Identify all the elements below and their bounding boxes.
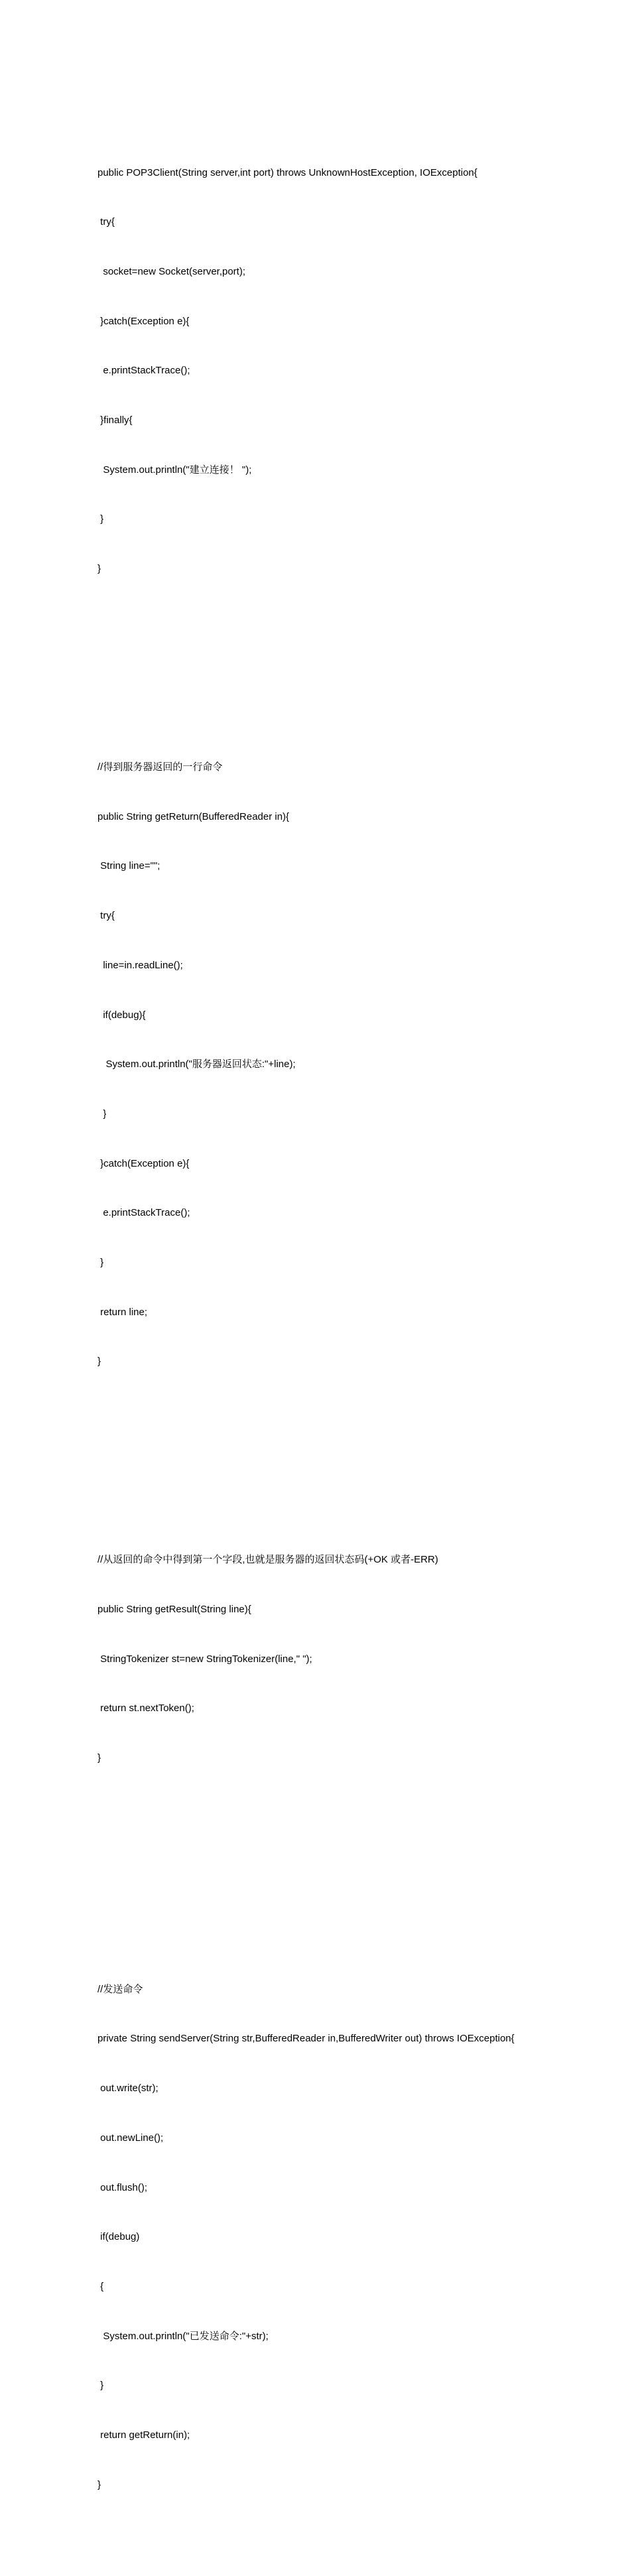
code-listing — [97, 82, 562, 2576]
code-line: } — [97, 563, 101, 575]
code-line: } — [97, 1356, 101, 1368]
code-line: } — [97, 2479, 101, 2490]
code-line: String line=""; — [97, 860, 160, 872]
code-line: e.printStackTrace(); — [97, 1207, 190, 1219]
code-line: public String getReturn(BufferedReader in){ — [97, 810, 290, 822]
code-comment: //发送命令 — [97, 1983, 143, 1995]
code-line: } — [97, 1257, 104, 1269]
send-server-method-block — [97, 1949, 562, 2527]
code-line: if(debug){ — [97, 1009, 146, 1021]
code-line: public String getResult(String line){ — [97, 1603, 251, 1615]
code-line: } — [97, 1108, 107, 1120]
code-line: out.flush(); — [97, 2181, 148, 2193]
code-line: out.write(str); — [97, 2083, 158, 2094]
blank-line — [97, 1453, 562, 1470]
code-line: out.newLine(); — [97, 2132, 164, 2144]
pop3client-constructor-block — [97, 132, 562, 611]
code-line: } — [97, 2380, 104, 2392]
code-line: }finally{ — [97, 415, 133, 426]
code-line: System.out.println("已发送命令:"+str); — [97, 2330, 269, 2342]
code-line: }catch(Exception e){ — [97, 315, 190, 327]
code-line: { — [97, 2280, 104, 2292]
code-line: try{ — [97, 910, 115, 922]
code-line: return line; — [97, 1306, 148, 1318]
code-line: e.printStackTrace(); — [97, 365, 190, 377]
code-comment: //从返回的命令中得到第一个字段,也就是服务器的返回状态码(+OK 或者-ERR) — [97, 1554, 438, 1566]
code-comment: //得到服务器返回的一行命令 — [97, 761, 223, 773]
code-line: socket=new Socket(server,port); — [97, 265, 246, 277]
code-line: System.out.println("服务器返回状态:"+line); — [97, 1059, 296, 1070]
code-line: line=in.readLine(); — [97, 959, 183, 971]
blank-lines — [97, 1850, 562, 1900]
get-result-method-block — [97, 1519, 562, 1799]
code-line: return getReturn(in); — [97, 2429, 190, 2441]
code-line: StringTokenizer st=new StringTokenizer(line," "); — [97, 1653, 312, 1665]
code-line: }catch(Exception e){ — [97, 1157, 190, 1169]
code-line: } — [97, 513, 104, 525]
code-line: return st.nextToken(); — [97, 1703, 194, 1714]
code-line: try{ — [97, 216, 115, 228]
blank-line — [97, 661, 562, 677]
get-return-method-block — [97, 726, 562, 1403]
code-line: System.out.println("建立连接！ "); — [97, 464, 252, 476]
code-line: } — [97, 1752, 101, 1764]
code-line: private String sendServer(String str,BufferedReader in,BufferedWriter out) throws IOException{ — [97, 2033, 515, 2045]
code-line: public POP3Client(String server,int port) throws UnknownHostException, IOException{ — [97, 166, 477, 178]
code-line: if(debug) — [97, 2231, 140, 2243]
